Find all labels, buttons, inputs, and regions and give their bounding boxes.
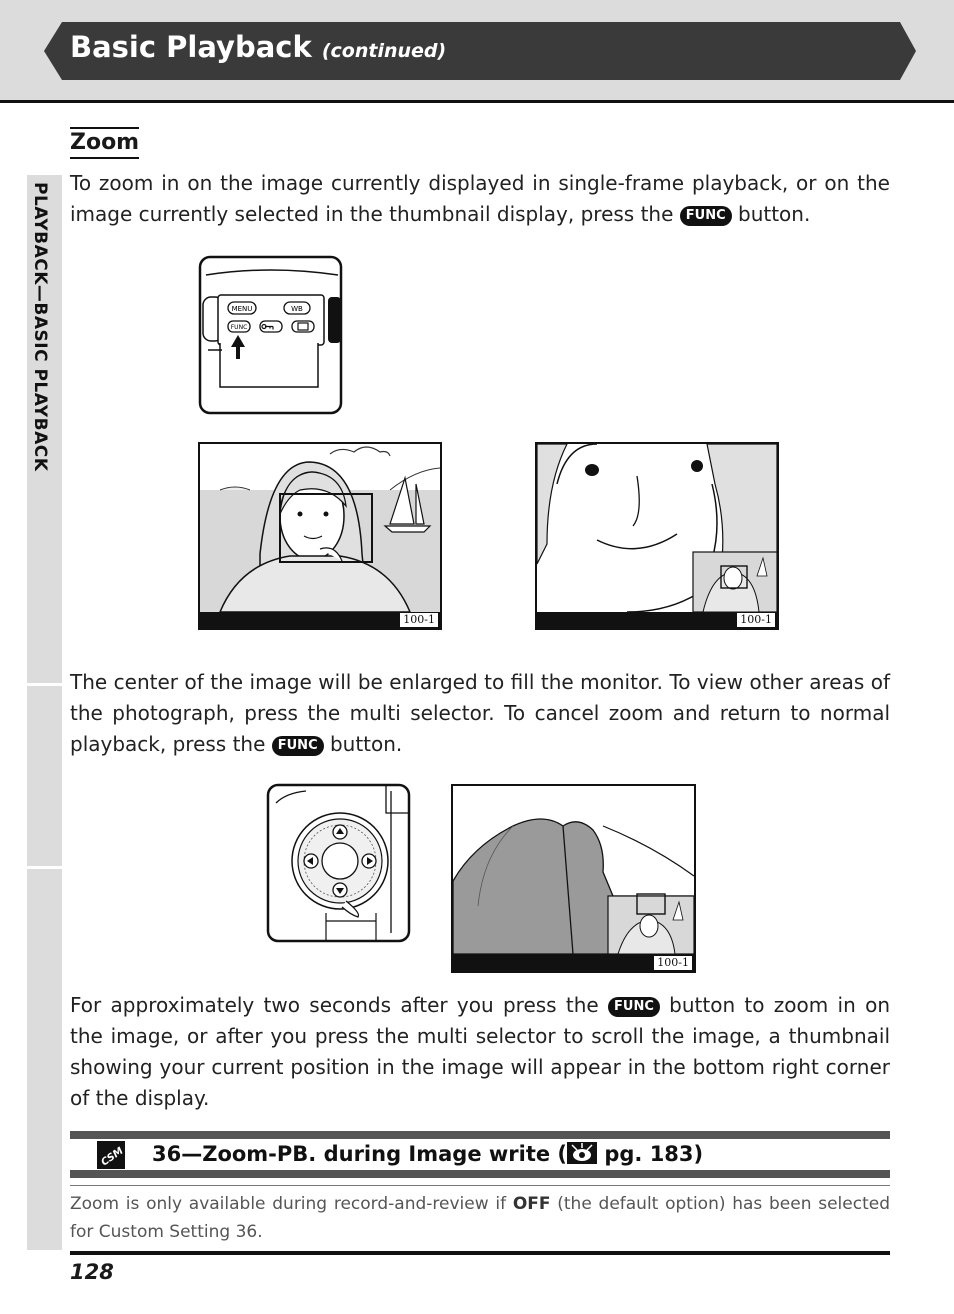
menu-button-label: MENU <box>231 305 253 313</box>
csm-icon-label: CSM <box>99 1145 125 1169</box>
camera-back-illustration <box>198 255 343 415</box>
wb-button-label: WB <box>291 305 303 313</box>
page-reference-icon <box>567 1142 597 1164</box>
side-divider <box>0 683 62 686</box>
footer-rule <box>70 1251 890 1255</box>
csm-bottom-rule <box>70 1170 890 1178</box>
paragraph-1-text: To zoom in on the image currently displayed in single-frame playback, or on the image currently selected in the thumbnail display, press the <box>70 171 890 226</box>
header-rule <box>0 100 954 103</box>
func-button-icon: FUNC <box>680 206 732 226</box>
csm-thin-rule <box>70 1185 890 1186</box>
page-title-text: Basic Playback <box>70 30 312 64</box>
func-button-icon: FUNC <box>272 736 324 756</box>
csm-title-text-end: pg. 183) <box>597 1142 704 1166</box>
csm-top-rule <box>70 1131 890 1139</box>
func-button-icon: FUNC <box>608 997 660 1017</box>
csm-icon <box>97 1141 125 1169</box>
page-title <box>70 30 446 64</box>
frame-counter: 100-1 <box>654 956 692 970</box>
side-tab-label: PLAYBACK—BASIC PLAYBACK <box>30 182 50 472</box>
csm-note <box>70 1190 890 1246</box>
paragraph-1 <box>70 168 890 230</box>
csm-title-text: 36—Zoom-PB. during Image write ( <box>152 1142 568 1166</box>
page-number: 128 <box>70 1260 114 1284</box>
paragraph-2-text: The center of the image will be enlarged to fill the monitor. To view other areas of the photograph, press the multi selector. To cancel zoom and return to normal playback, press the <box>70 670 890 756</box>
paragraph-1-text-end: button. <box>738 202 811 226</box>
page-subtitle: (continued) <box>321 40 447 62</box>
side-divider <box>0 866 62 869</box>
csm-note-text: Zoom is only available during record-and-review if <box>70 1194 513 1214</box>
paragraph-3-text: For approximately two seconds after you press the <box>70 993 599 1017</box>
paragraph-3-text-end: button to zoom in on the image, or after you press the multi selector to scroll the image, a thumbnail showing your current position in the image will appear in the bottom right corner of the display. <box>70 993 890 1110</box>
playback-zoomed-figure <box>535 442 779 630</box>
csm-note-text-end: (the default option) has been selected for Custom Setting 36. <box>70 1194 891 1242</box>
playback-scrolled-figure <box>451 784 696 973</box>
csm-note-bold: OFF <box>512 1194 551 1214</box>
section-heading: Zoom <box>70 127 139 159</box>
paragraph-3 <box>70 990 890 1114</box>
csm-title <box>152 1139 703 1169</box>
paragraph-2 <box>70 667 890 760</box>
frame-counter: 100-1 <box>400 613 438 627</box>
func-button-label: FUNC <box>230 324 248 331</box>
paragraph-2-text-end: button. <box>329 732 403 756</box>
multi-selector-illustration <box>266 783 411 943</box>
frame-counter: 100-1 <box>737 613 775 627</box>
playback-full-frame-figure <box>198 442 442 630</box>
